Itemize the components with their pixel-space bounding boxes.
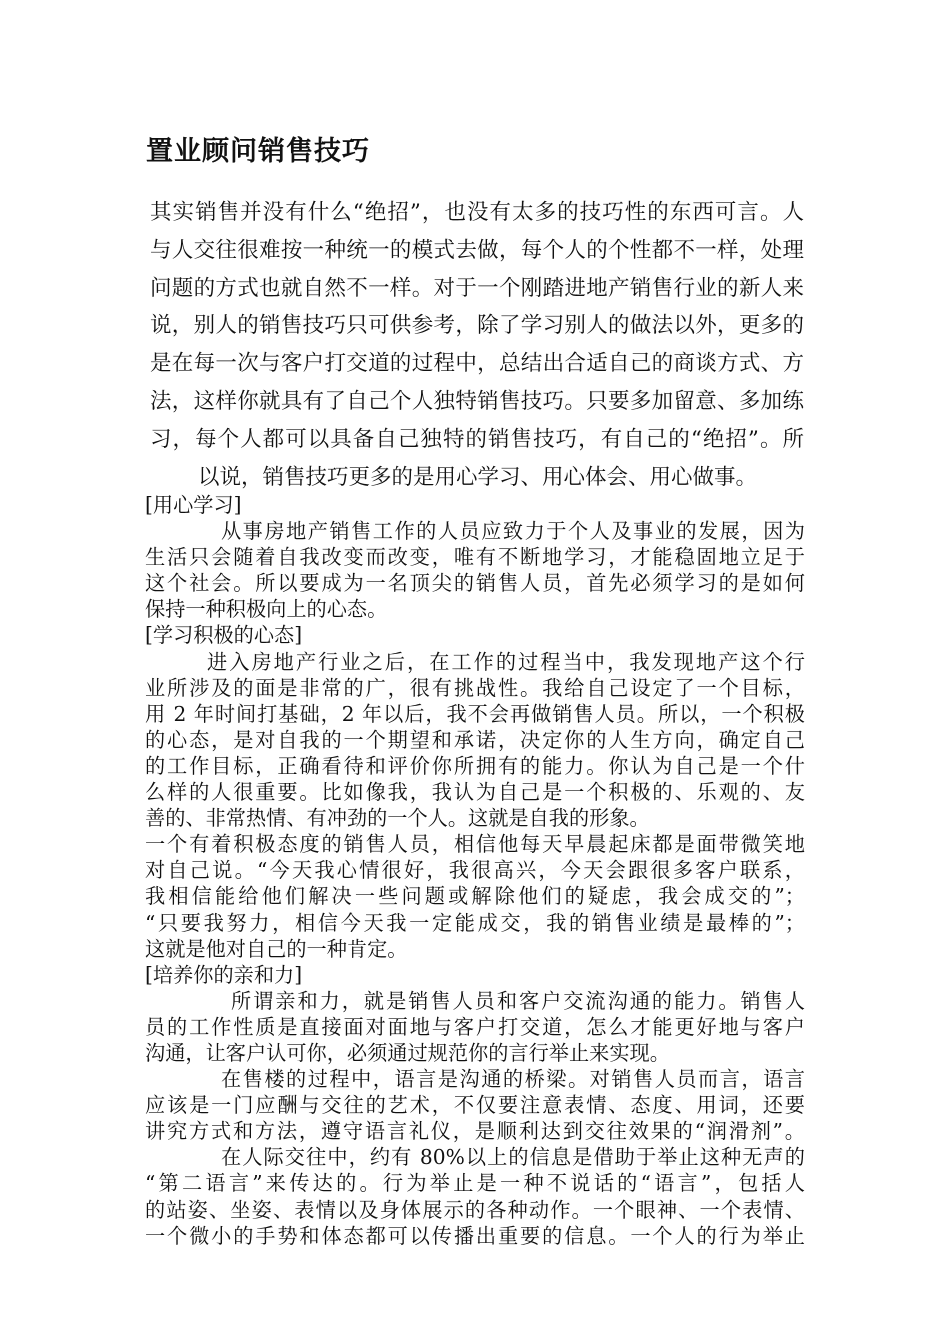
paragraph-line: “只要我努力，相信今天我一定能成交，我的销售业绩是最棒的”；: [145, 910, 805, 935]
paragraph-line: 一个微小的手势和体态都可以传播出重要的信息。一个人的行为举止: [145, 1223, 805, 1248]
paragraph-line: 进入房地产行业之后，在工作的过程当中，我发现地产这个行: [207, 649, 805, 674]
intro-line: 说，别人的销售技巧只可供参考，除了学习别人的做法以外，更多的: [150, 313, 804, 339]
paragraph-line: 生活只会随着自我改变而改变，唯有不断地学习，才能稳固地立足于: [145, 545, 805, 570]
paragraph-line: 应该是一门应酬与交往的艺术，不仅要注意表情、态度、用词，还要: [145, 1093, 805, 1118]
paragraph-line: “第二语言”来传达的。行为举止是一种不说话的“语言”，包括人: [145, 1171, 805, 1196]
paragraph-line: 这个社会。所以要成为一名顶尖的销售人员，首先必须学习的是如何: [145, 571, 805, 596]
paragraph-line: 在人际交往中，约有 80%以上的信息是借助于举止这种无声的: [221, 1145, 805, 1170]
paragraph-line: 在售楼的过程中，语言是沟通的桥梁。对销售人员而言，语言: [221, 1067, 805, 1092]
intro-line: 问题的方式也就自然不一样。对于一个刚踏进地产销售行业的新人来: [150, 275, 804, 301]
paragraph-line: 的站姿、坐姿、表情以及身体展示的各种动作。一个眼神、一个表情、: [145, 1197, 805, 1222]
paragraph-line: 的心态，是对自我的一个期望和承诺，决定你的人生方向，确定自己: [145, 727, 805, 752]
paragraph-line: 我相信能给他们解决一些问题或解除他们的疑虑，我会成交的”；: [145, 884, 805, 909]
intro-line: 习，每个人都可以具备自己独特的销售技巧，有自己的“绝招”。所: [150, 426, 804, 452]
paragraph-line: 从事房地产销售工作的人员应致力于个人及事业的发展，因为: [221, 519, 805, 544]
intro-line: 是在每一次与客户打交道的过程中，总结出合适自己的商谈方式、方: [150, 351, 804, 377]
paragraph-line: 对自己说。“今天我心情很好，我很高兴，今天会跟很多客户联系，: [145, 858, 805, 883]
paragraph-line: 讲究方式和方法，遵守语言礼仪，是顺利达到交往效果的“润滑剂”。: [145, 1119, 805, 1144]
paragraph-line: 善的、非常热情、有冲劲的一个人。这就是自我的形象。: [145, 806, 650, 831]
intro-line: 法，这样你就具有了自己个人独特销售技巧。只要多加留意、多加练: [150, 388, 804, 414]
paragraph-line: 沟通，让客户认可你，必须通过规范你的言行举止来实现。: [145, 1040, 670, 1065]
paragraph-line: 保持一种积极向上的心态。: [145, 597, 388, 622]
section-heading-study: [用心学习]: [145, 493, 242, 517]
paragraph-line: 一个有着积极态度的销售人员，相信他每天早晨起床都是面带微笑地: [145, 832, 805, 857]
paragraph-line: 员的工作性质是直接面对面地与客户打交道，怎么才能更好地与客户: [145, 1014, 805, 1039]
paragraph-line: 业所涉及的面是非常的广，很有挑战性。我给自己设定了一个目标，: [145, 675, 805, 700]
section-heading-attitude: [学习积极的心态]: [145, 623, 303, 648]
paragraph-line: 这就是他对自己的一种肯定。: [145, 936, 408, 961]
paragraph-line: 么样的人很重要。比如像我，我认为自己是一个积极的、乐观的、友: [145, 780, 805, 805]
paragraph-line: 所谓亲和力，就是销售人员和客户交流沟通的能力。销售人: [231, 988, 805, 1013]
paragraph-line: 的工作目标，正确看待和评价你所拥有的能力。你认为自己是一个什: [145, 753, 805, 778]
intro-line: 其实销售并没有什么“绝招”，也没有太多的技巧性的东西可言。人: [150, 200, 804, 225]
body-text: [145, 492, 805, 1249]
intro-line: 以说，销售技巧更多的是用心学习、用心体会、用心做事。: [198, 464, 758, 490]
paragraph-line: 用 2 年时间打基础，2 年以后，我不会再做销售人员。所以，一个积极: [145, 701, 805, 726]
section-heading-affinity: [培养你的亲和力]: [145, 962, 303, 987]
document-title: 置业顾问销售技巧: [146, 136, 370, 167]
intro-paragraph: [150, 194, 804, 496]
intro-line: 与人交往很难按一种统一的模式去做，每个人的个性都不一样，处理: [150, 237, 804, 263]
